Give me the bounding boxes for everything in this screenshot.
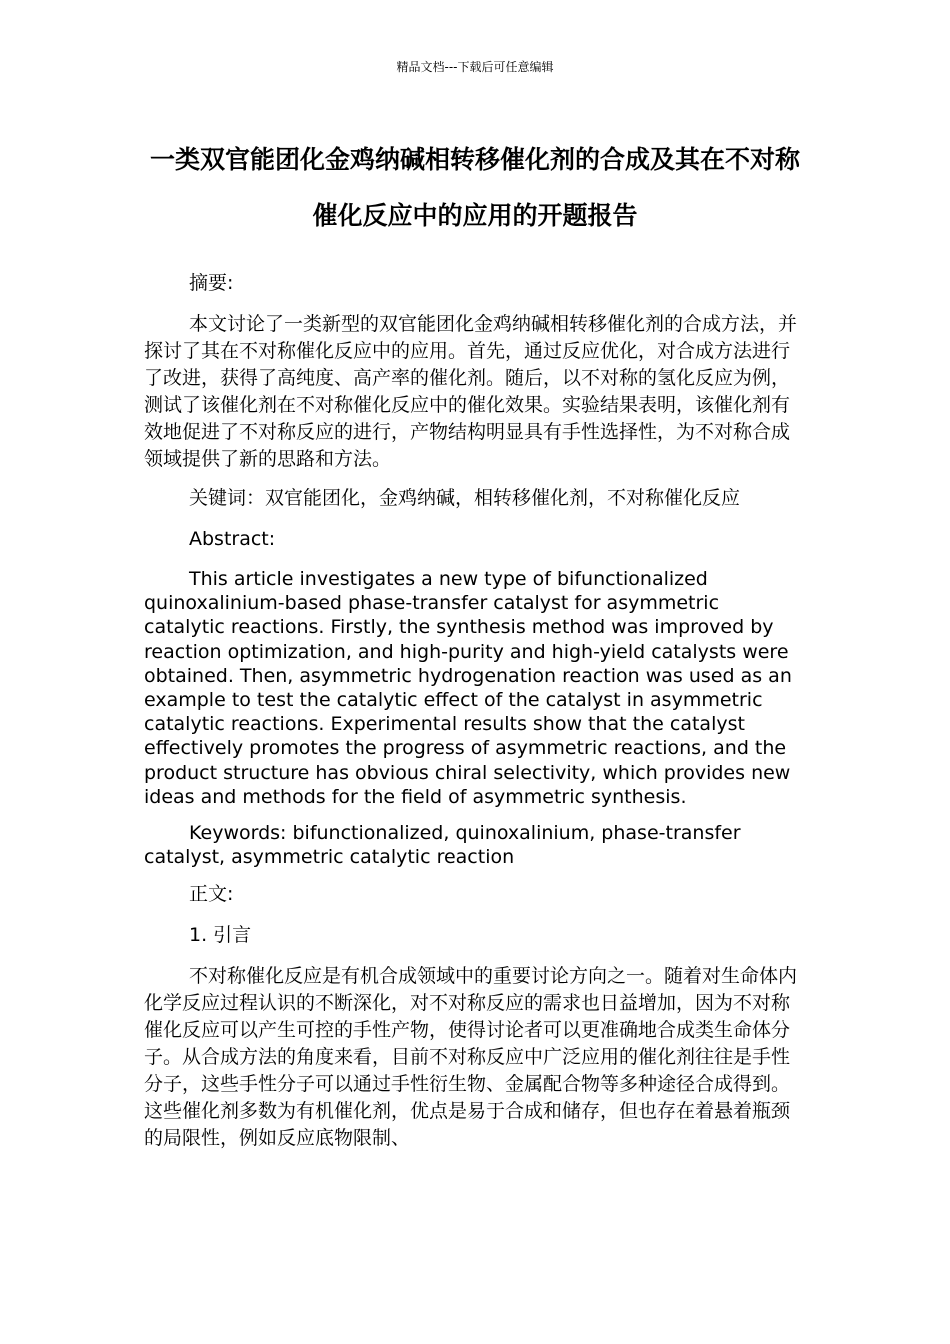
document-title: 一类双官能团化金鸡纳碱相转移催化剂的合成及其在不对称催化反应中的应用的开题报告 <box>149 145 800 230</box>
abstract-en-text: This article investigates a new type of bifunctionalized quinoxalinium-based phase-transfer catalyst for asymmetric catalytic reactions. Firstly, the synthesis method was improved by reaction optimization, and high-purity and high-yield catalysts were obtained. Then, asymmetric hydrogenation reaction was used as an example to test the catalytic effect of the catalyst in asymmetric catalytic reactions. Experimental results show that the catalyst effectively promotes the progress of asymmetric reactions, and the product structure has obvious chiral selectivity, which provides new ideas and methods for the field of asymmetric synthesis. <box>144 568 792 808</box>
main-text-label: 正文: <box>189 883 234 906</box>
abstract-cn-label: 摘要: <box>189 272 234 294</box>
abstract-en-label: Abstract: <box>189 528 276 550</box>
keywords-en: Keywords: bifunctionalized, quinoxalinium, phase-transfer catalyst, asymmetric catalytic reaction <box>144 822 741 869</box>
abstract-cn-text: 本文讨论了一类新型的双官能团化金鸡纳碱相转移催化剂的合成方法，并探讨了其在不对称催化反应中的应用。首先，通过反应优化，对合成方法进行了改进，获得了高纯度、高产率的催化剂。随后，以不对称的氢化反应为例，测试了该催化剂在不对称催化反应中的催化效果。实验结果表明，该催化剂有效地促进了不对称反应的进行，产物结构明显具有手性选择性，为不对称合成领域提供了新的思路和方法。 <box>144 313 798 470</box>
introduction-text: 不对称催化反应是有机合成领域中的重要讨论方向之一。随着对生命体内化学反应过程认识的不断深化，对不对称反应的需求也日益增加，因为不对称催化反应可以产生可控的手性产物，使得讨论者可以更准确地合成类生命体分子。从合成方法的角度来看，目前不对称反应中广泛应用的催化剂往往是手性分子，这些手性分子可以通过手性衍生物、金属配合物等多种途径合成得到。这些催化剂多数为有机催化剂，优点是易于合成和储存，但也存在着悬着瓶颈的局限性，例如反应底物限制、 <box>144 965 798 1150</box>
header-note: 精品文档---下载后可任意编辑 <box>396 60 554 74</box>
document-body <box>144 270 804 1164</box>
keywords-cn: 关键词：双官能团化，金鸡纳碱，相转移催化剂，不对称催化反应 <box>189 487 741 509</box>
section-heading-introduction: 1. 引言 <box>189 924 252 947</box>
